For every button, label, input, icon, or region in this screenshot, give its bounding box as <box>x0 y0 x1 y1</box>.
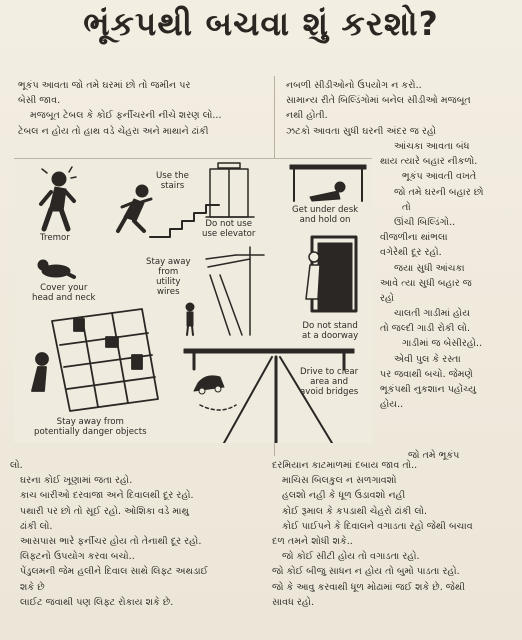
label-danger <box>34 417 147 437</box>
top-right-column <box>286 78 471 139</box>
desk-icon <box>290 165 366 201</box>
label-desk <box>292 205 358 225</box>
text-line: જો કોઈ સીટી હોય તો વગાડતા રહો. <box>282 551 420 563</box>
text-line: ઊંચી બિલ્ડિંગો.. <box>394 216 456 228</box>
label-line: at a doorway <box>302 331 359 341</box>
text-line: ઝટકો આવતા સુધી ઘરની અંદર જ રહો <box>286 125 437 137</box>
text-line: એવી પુલ કે રસ્તા <box>394 353 461 365</box>
label-line: Do not stand <box>302 321 358 331</box>
label-line: use elevator <box>202 229 256 239</box>
text-line: આંચકા આવતા બંધ <box>394 141 470 152</box>
label-cover <box>32 283 96 303</box>
text-line: કાચ બારીઓ દરવાજા અને દિવાલથી દૂર રહો. <box>20 490 194 502</box>
utility-pole-icon <box>206 247 264 335</box>
text-line: લો. <box>10 460 23 471</box>
text-line: હલશો નહી કે ધૂળ ઉડાવશો નહી <box>282 490 406 502</box>
cover-head-person-icon <box>38 260 74 277</box>
text-line: હોય.. <box>380 399 404 411</box>
text-line: ભૂકંપ આવતી વખતે <box>402 171 477 183</box>
label-line: and hold on <box>299 215 351 225</box>
text-line: કોઈ પાઈપને કે દિવાલને વગાડતા રહો જેથી બચાવ <box>282 520 473 532</box>
text-line: જયા સુધી આંચકા <box>394 262 465 274</box>
doorway-icon <box>306 237 356 311</box>
text-line: પર જવાથી બચો. જેમણે <box>380 368 473 380</box>
text-line: લિફ્ટનો ઉપયોગ કરવા બચો.. <box>20 551 135 563</box>
label-tremor: Tremor <box>40 233 70 243</box>
text-line: તો <box>402 201 411 213</box>
text-line: પથારી પર છો તો સૂઈ રહો. ઓશિકા વડે માથુ <box>20 505 189 517</box>
text-line: જો કોઈ બીજુ સાધન ન હોય તો બુમો પાડતા રહો. <box>272 566 460 578</box>
text-line: જો તમે ઘરની બહાર છો <box>394 186 484 198</box>
label-line: Use the <box>156 171 189 181</box>
label-use-stairs <box>156 171 189 191</box>
text-line: આવે ત્યા સુધી બહાર જ <box>380 277 472 289</box>
text-line: શકે છે <box>20 581 45 593</box>
label-doorway <box>302 321 358 341</box>
label-line: Stay away from <box>56 417 124 427</box>
label-drive <box>300 367 358 397</box>
text-line: વગેરેથી દૂર રહો. <box>380 247 442 259</box>
text-line: વીજળીના થાંભલા <box>380 232 448 244</box>
text-line: તો જલ્દી ગાડી રોકી લો. <box>380 323 471 335</box>
label-utility <box>146 257 191 297</box>
label-elevator <box>202 219 255 239</box>
safety-illustration <box>14 158 372 443</box>
text-line: કોઈ રૂમાલ કે કપડાથી ચેહરો ઢાંકી લો. <box>282 505 428 517</box>
tremor-person-icon <box>41 167 76 229</box>
label-line: area and <box>310 377 349 387</box>
label-line: Drive to clear <box>300 367 359 377</box>
label-line: head and neck <box>32 293 96 303</box>
text-line: નથી હોતી. <box>286 110 328 122</box>
label-line: utility <box>156 277 181 287</box>
label-line: Do not use <box>205 219 253 229</box>
text-line: સામાન્ય રીતે બિલ્ડિંગોમાં બનેલ સીડીઓ મજબૂત <box>286 95 471 107</box>
stairs-person-icon <box>118 185 151 231</box>
text-line: આસપાસ ભારે ફર્નીચર હોય તો તેનાથી દૂર રહો. <box>20 535 202 547</box>
side-column <box>380 139 510 412</box>
text-line: સાવધ રહો. <box>272 596 315 608</box>
label-line: potentially danger objects <box>34 427 147 437</box>
text-line: બેસી જાવ. <box>18 95 61 107</box>
label-line: from <box>158 267 179 277</box>
text-line: ભૂકંપથી નુકશાન પહોંચ્યુ <box>380 384 477 395</box>
danger-objects-icon <box>32 309 158 411</box>
text-line: પેંડુલમની જેમ હલીને દિવાલ સાથે લિફ્ટ અથડાઈ <box>20 566 208 578</box>
text-line: દરમિયાન કાટમાળમાં દબાય જાવ તો.. <box>272 460 418 471</box>
text-line: જો કે આવુ કરવાથી ધૂળ મોઢામાં જઈ શકે છે. જેથી <box>272 581 465 593</box>
text-line: ઢાંકી લો. <box>20 520 53 532</box>
label-line: Get under desk <box>292 205 359 215</box>
standing-person-icon <box>186 303 194 335</box>
text-line: નબળી સીડીઓનો ઉપયોગ ન કરો.. <box>286 80 422 91</box>
label-line: stairs <box>160 181 185 191</box>
top-left-column <box>18 78 222 139</box>
text-line: ટેબલ ન હોય તો હાથ વડે ચેહરા અને માથાને ઢાંકી <box>18 125 209 137</box>
label-line: Stay away <box>146 257 191 267</box>
text-line: ઘરના કોઈ ખૂણામાં જતા રહો. <box>20 475 133 487</box>
text-line: ગાડીમાં જ બેસીરહો.. <box>402 338 483 350</box>
text-line: જો તમે ભૂકંપ <box>408 450 460 461</box>
text-line: મજબૂત ટેબલ કે કોઈ ફર્નીચરની નીચે શરણ લો... <box>30 110 222 122</box>
text-line: ભૂકંપ આવતા જો તમે ઘરમાં છો તો જમીન પર <box>18 80 191 91</box>
text-line: માચિસ બિલકુલ ન સળગાવશો <box>282 475 397 487</box>
bottom-right-column <box>272 458 473 610</box>
elevator-icon <box>206 163 254 217</box>
page-title: ભૂંકપથી બચવા શું કરશો? <box>83 4 439 43</box>
text-line: ચાલતી ગાડીમાં હોય <box>394 308 471 320</box>
bottom-left-column <box>10 458 208 610</box>
label-line: wires <box>157 287 180 297</box>
label-line: avoid bridges <box>300 387 359 397</box>
label-line: Cover your <box>40 283 88 293</box>
text-line: રહો <box>380 292 395 304</box>
text-line: થાય ત્યારે બહાર નીકળો. <box>380 156 478 168</box>
text-line: લાઈટ જવાથી પણ લિફ્ટ રોકાય શકે છે. <box>20 596 174 608</box>
text-line: દળ તમને શોધી શકે.. <box>272 535 353 547</box>
